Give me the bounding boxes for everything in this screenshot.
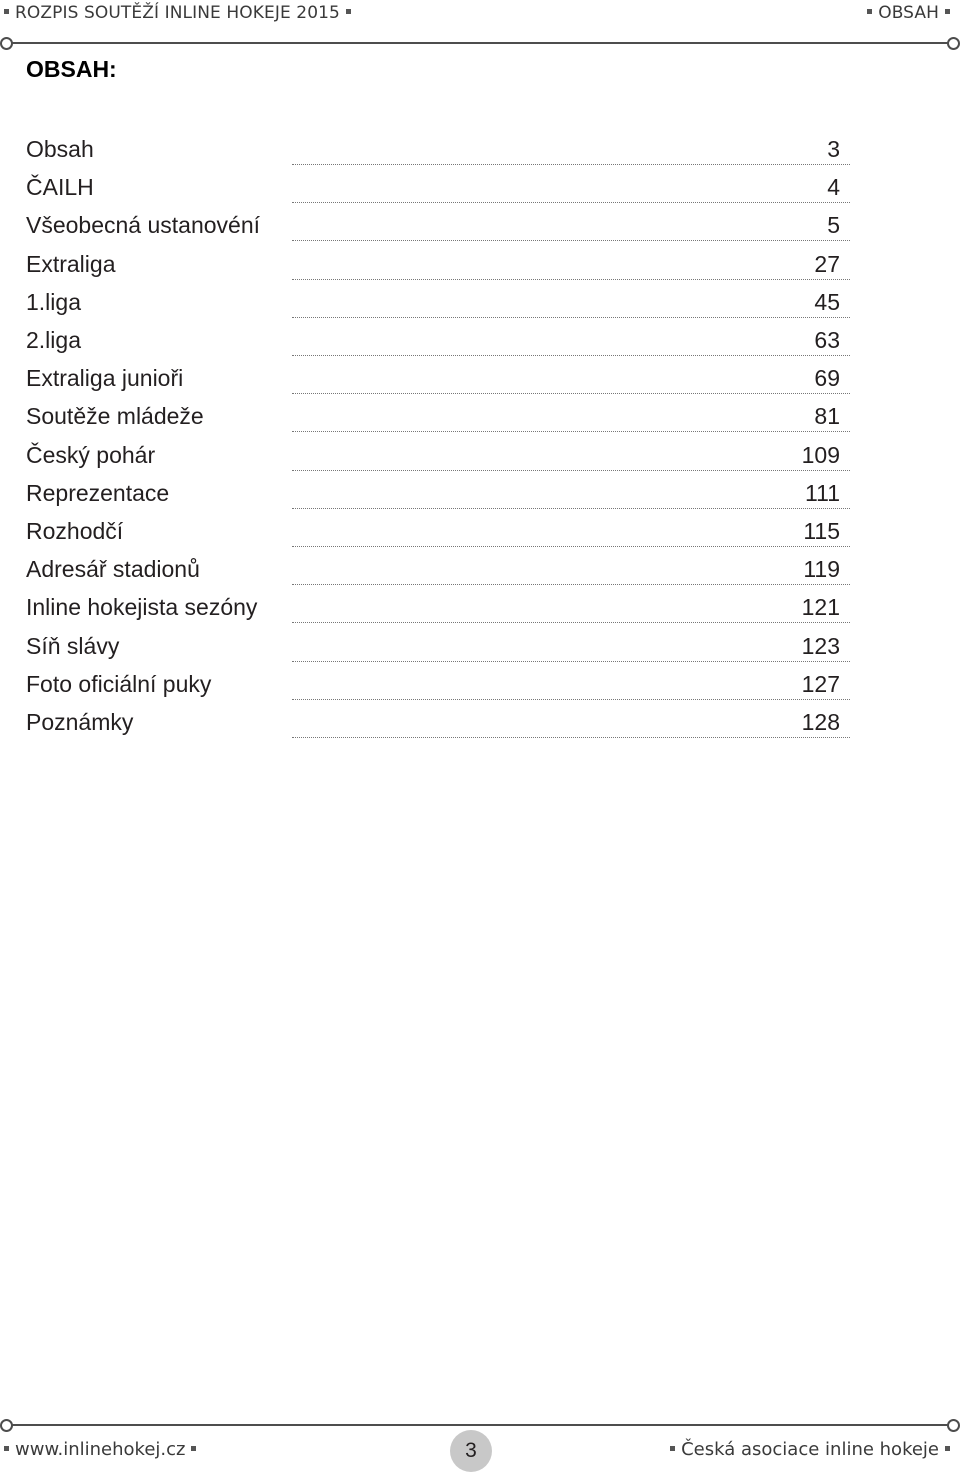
- toc-entry-page: 111: [805, 479, 840, 506]
- toc-entry-page: 4: [827, 174, 840, 201]
- toc-entry[interactable]: [26, 280, 850, 318]
- toc-entry[interactable]: [26, 394, 850, 432]
- running-header-right: [861, 3, 956, 23]
- toc-entry-title: Extraliga: [26, 250, 116, 277]
- ring-ornament-icon: [947, 1419, 960, 1432]
- toc-entry-page: 27: [814, 250, 840, 277]
- toc-entry-title: 2.liga: [26, 327, 81, 353]
- toc-entry-page: 69: [814, 365, 840, 392]
- running-header-left: [0, 3, 357, 23]
- toc-entry[interactable]: [26, 547, 850, 585]
- toc-entry[interactable]: [26, 203, 850, 241]
- square-bullet-icon: [346, 9, 351, 14]
- toc-entry-page: 127: [801, 670, 840, 697]
- square-bullet-icon: [4, 1446, 9, 1451]
- toc-entry-title: Obsah: [26, 136, 94, 162]
- toc-entry[interactable]: [26, 127, 850, 165]
- toc-entry[interactable]: [26, 509, 850, 547]
- page-heading: OBSAH:: [26, 56, 117, 82]
- toc-entry-page: 128: [801, 709, 840, 735]
- toc-entry[interactable]: [26, 356, 850, 394]
- ring-ornament-icon: [0, 37, 13, 50]
- toc-entry-title: Český pohár: [26, 441, 156, 468]
- toc-entry-title: 1.liga: [26, 288, 81, 315]
- toc-entry-page: 121: [801, 594, 840, 621]
- toc-entry-page: 63: [814, 327, 840, 353]
- organization-name: Česká asociace inline hokeje: [681, 1439, 939, 1460]
- section-title: OBSAH: [878, 3, 939, 23]
- square-bullet-icon: [4, 9, 9, 14]
- toc-entry[interactable]: [26, 624, 850, 662]
- square-bullet-icon: [945, 1446, 950, 1451]
- toc-entry-page: 45: [814, 288, 840, 315]
- toc-entry[interactable]: [26, 433, 850, 471]
- website-link[interactable]: www.inlinehokej.cz: [15, 1439, 186, 1460]
- toc-entry[interactable]: [26, 242, 850, 280]
- toc-entry-title: Inline hokejista sezóny: [26, 594, 258, 621]
- toc-entry-page: 81: [814, 403, 840, 430]
- toc-entry-title: Rozhodčí: [26, 518, 124, 544]
- ring-ornament-icon: [0, 1419, 13, 1432]
- toc-entry[interactable]: [26, 700, 850, 738]
- header-rule: [6, 42, 954, 44]
- toc-entry[interactable]: [26, 318, 850, 356]
- toc-entry-page: 3: [827, 136, 840, 162]
- footer-organization: [664, 1439, 956, 1460]
- toc-entry-page: 5: [827, 212, 840, 239]
- footer-rule: [6, 1424, 954, 1426]
- toc-entry-title: Poznámky: [26, 709, 134, 735]
- square-bullet-icon: [867, 9, 872, 14]
- toc-entry-title: Adresář stadionů: [26, 556, 200, 583]
- square-bullet-icon: [670, 1446, 675, 1451]
- toc-entry[interactable]: [26, 471, 850, 509]
- toc-entry-title: Soutěže mládeže: [26, 403, 204, 430]
- toc-entry-title: Síň slávy: [26, 632, 120, 659]
- toc-entry-title: ČAILH: [26, 174, 94, 201]
- footer-website: [0, 1439, 202, 1460]
- toc-entry[interactable]: [26, 662, 850, 700]
- toc-entry[interactable]: [26, 165, 850, 203]
- toc-entry-page: 115: [803, 518, 840, 544]
- toc-entry-title: Foto oficiální puky: [26, 670, 212, 697]
- ring-ornament-icon: [947, 37, 960, 50]
- dotted-leader: [292, 737, 850, 738]
- square-bullet-icon: [945, 9, 950, 14]
- toc-entry[interactable]: [26, 585, 850, 623]
- toc-entry-page: 119: [803, 556, 840, 583]
- document-title: ROZPIS SOUTĚŽÍ INLINE HOKEJE 2015: [15, 3, 340, 23]
- page-number: 3: [450, 1430, 492, 1472]
- square-bullet-icon: [191, 1446, 196, 1451]
- toc-entry-page: 109: [801, 441, 840, 468]
- toc-entry-title: Extraliga junioři: [26, 365, 184, 392]
- toc-entry-title: Reprezentace: [26, 479, 170, 506]
- toc-entry-title: Všeobecná ustanovéní: [26, 212, 261, 239]
- toc-entry-page: 123: [801, 632, 840, 659]
